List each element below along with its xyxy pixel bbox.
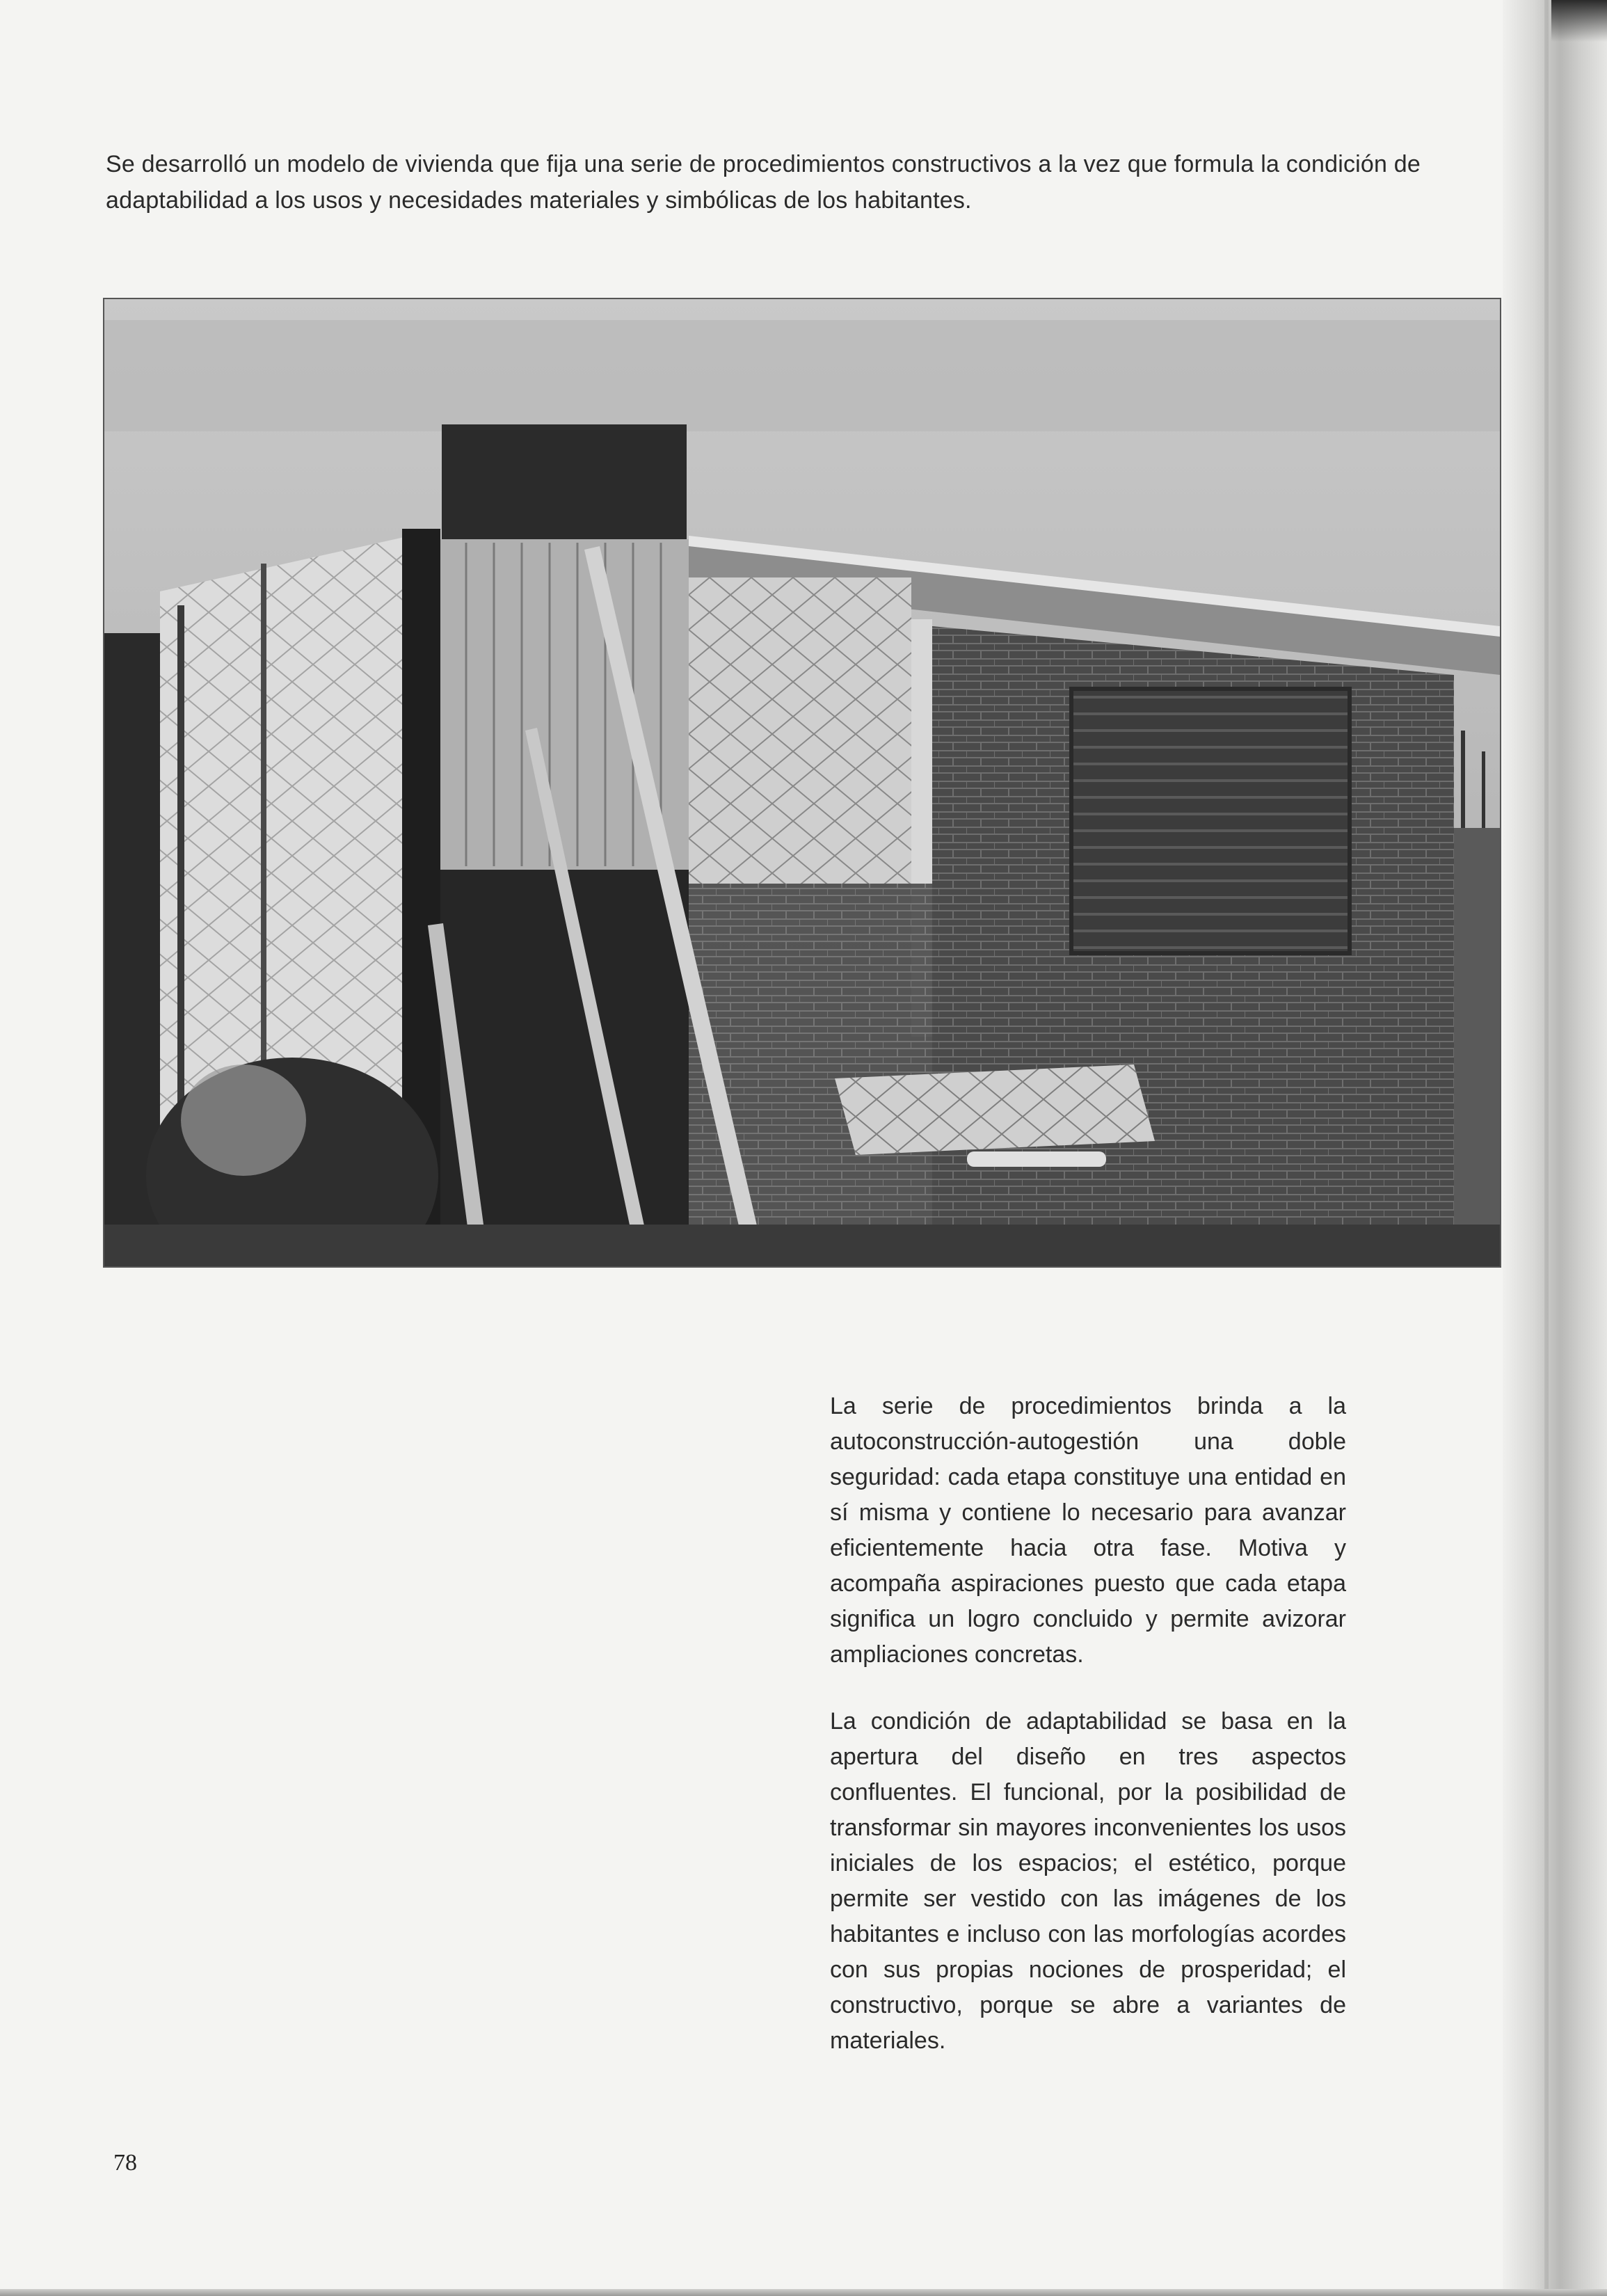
intro-paragraph: Se desarrolló un modelo de vivienda que fija una serie de procedimientos constructivos a la vez que formula la condición de adaptabilidad a los usos y necesidades materiales y simbólicas de los habitantes. <box>106 151 1421 214</box>
scan-corner-shadow <box>1551 0 1607 42</box>
house-photograph <box>103 298 1501 1268</box>
body-text-column <box>830 1389 1346 2090</box>
page-number: 78 <box>113 2150 137 2176</box>
scan-bottom-edge <box>0 2289 1607 2296</box>
book-gutter-edge <box>1503 0 1607 2296</box>
paragraph-adaptability: La condición de adaptabilidad se basa en la apertura del diseño en tres aspectos confluentes. El funcional, por la posibilidad de transformar sin mayores inconvenientes los usos iniciales de los espacios; el estético, porque permite ser vestido con las imágenes de los habitantes e incluso con las morfologías acordes con sus propias nociones de prosperidad; el constructivo, porque se abre a variantes de materiales. <box>830 1708 1346 2054</box>
paragraph-procedures: La serie de procedimientos brinda a la autoconstrucción-autogestión una doble seguridad: cada etapa constituye una entidad en sí misma y contiene lo necesario para avanzar eficientemente hacia otra fase. Motiva y acompaña aspiraciones puesto que cada etapa significa un logro concluido y permite avizorar ampliaciones concretas. <box>830 1393 1346 1668</box>
